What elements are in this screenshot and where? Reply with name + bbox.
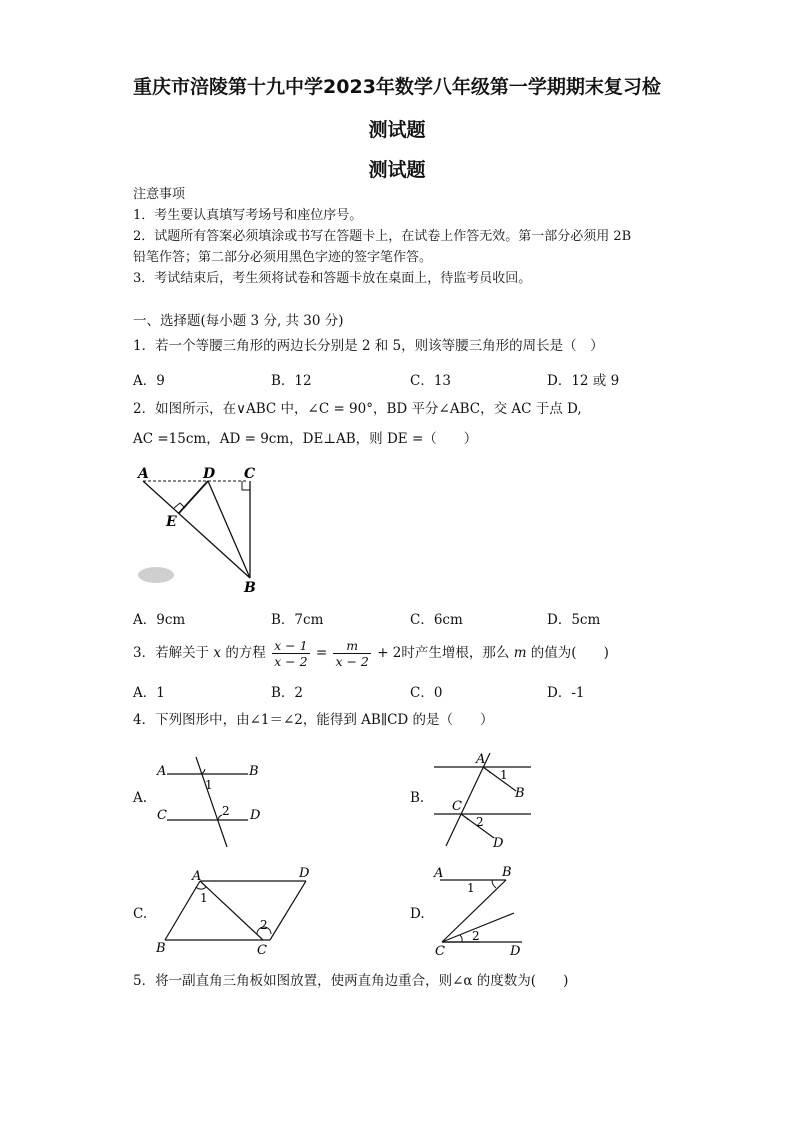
q4b-label-c: C (452, 799, 462, 814)
q4a-angle-1: 1 (205, 778, 213, 792)
q3-stem-end: 的值为( ) (530, 645, 609, 661)
q2-label-c: C (244, 466, 256, 482)
q2-label-b: B (244, 580, 256, 596)
q4c-angle-2: 2 (260, 918, 268, 932)
q4d-angle-2: 2 (472, 929, 480, 943)
q3-fraction-1: $\frac{x - 1}{x - 2}$ (274, 638, 308, 669)
q3-var-x: x (213, 645, 222, 661)
q3-plus: + 2 (377, 645, 402, 661)
paper-title-line2: 测试题 (368, 119, 426, 141)
q2-label-e: E (166, 514, 177, 530)
section-heading: 一、选择题(每小题 3 分, 共 30 分) (133, 313, 344, 329)
q4a-label-d: D (250, 808, 261, 823)
q2-option-b: B．7cm (271, 612, 324, 628)
q1-option-d: D．12 或 9 (547, 373, 620, 389)
q3-option-d: D．-1 (547, 685, 585, 701)
q2-label-d: D (203, 466, 216, 482)
q4-figure-b (428, 748, 538, 853)
q4a-label-c: C (157, 808, 167, 823)
q4-figure-a (150, 755, 280, 855)
q3-fraction-2: $\frac{m}{x - 2}$ (335, 638, 369, 669)
q3-var-m: m (513, 645, 527, 661)
q4d-label-c: C (435, 944, 445, 959)
q3-stem-mid: 的方程 (225, 645, 266, 661)
notice-item-3: 3．考试结束后，考生须将试卷和答题卡放在桌面上，待监考员收回。 (133, 271, 532, 286)
q4d-label-b: B (502, 865, 512, 880)
q3-stem-post: 时产生增根，那么 (401, 645, 510, 661)
q2-figure (130, 462, 270, 597)
q4-figure-c (150, 863, 320, 958)
q4-option-a-label: A. (133, 790, 148, 806)
q2-stem-line2: AC =15cm，AD = 9cm，DE⊥AB，则 DE =（ ） (133, 431, 478, 447)
q3-equals: = (315, 645, 328, 661)
q4d-angle-1: 1 (467, 881, 475, 895)
q2-stem-line1: 2．如图所示，在∨ABC 中，∠C = 90°，BD 平分∠ABC，交 AC 于点 D, (133, 401, 582, 417)
q1-stem: 1．若一个等腰三角形的两边长分别是 2 和 5，则该等腰三角形的周长是（ ） (133, 338, 604, 354)
q4b-label-b: B (515, 786, 525, 801)
notice-heading: 注意事项 (133, 187, 186, 202)
q3-option-a: A．1 (133, 685, 165, 701)
q3-stem (133, 636, 609, 670)
q1-option-b: B．12 (271, 373, 312, 389)
q3-stem-pre: 3．若解关于 (133, 645, 210, 661)
q2-option-a: A．9cm (133, 612, 186, 628)
q4a-label-a: A (157, 764, 167, 779)
q4c-angle-1: 1 (200, 891, 208, 905)
q2-option-c: C．6cm (410, 612, 463, 628)
q4c-label-c: C (257, 943, 267, 958)
q4d-label-d: D (510, 944, 521, 959)
notice-item-2b: 铅笔作答；第二部分必须用黑色字迹的签字笔作答。 (133, 250, 433, 265)
q4c-label-d: D (299, 866, 310, 881)
q2-label-a: A (138, 466, 149, 482)
q4-option-c-label: C. (133, 906, 148, 922)
q3-option-c: C．0 (410, 685, 443, 701)
paper-title-line1: 重庆市涪陵第十九中学2023年数学八年级第一学期期末复习检 (133, 76, 661, 98)
q1-option-a: A．9 (133, 373, 165, 389)
q4c-label-b: B (156, 941, 166, 956)
q4b-label-a: A (476, 752, 486, 767)
q4a-angle-2: 2 (222, 804, 230, 818)
notice-item-2a: 2．试题所有答案必须填涂或书写在答题卡上，在试卷上作答无效。第一部分必须用 2B (133, 229, 632, 244)
q4b-angle-1: 1 (500, 768, 508, 782)
q4c-label-a: A (192, 869, 202, 884)
q4-option-d-label: D. (410, 906, 425, 922)
q2-option-d: D．5cm (547, 612, 601, 628)
notice-item-1: 1．考生要认真填写考场号和座位序号。 (133, 208, 363, 223)
q3-option-b: B．2 (271, 685, 304, 701)
paper-subtitle: 测试题 (368, 159, 426, 181)
q4-option-b-label: B. (410, 790, 425, 806)
q1-option-c: C．13 (410, 373, 452, 389)
q4d-label-a: A (434, 866, 444, 881)
q5-stem: 5．将一副直角三角板如图放置，使两直角边重合，则∠α 的度数为( ) (133, 973, 569, 989)
q4a-label-b: B (249, 764, 259, 779)
q4b-angle-2: 2 (476, 815, 484, 829)
q4-figure-d (430, 863, 540, 963)
q4-stem: 4．下列图形中，由∠1＝∠2，能得到 AB∥CD 的是（ ） (133, 712, 494, 728)
q4b-label-d: D (493, 836, 504, 851)
